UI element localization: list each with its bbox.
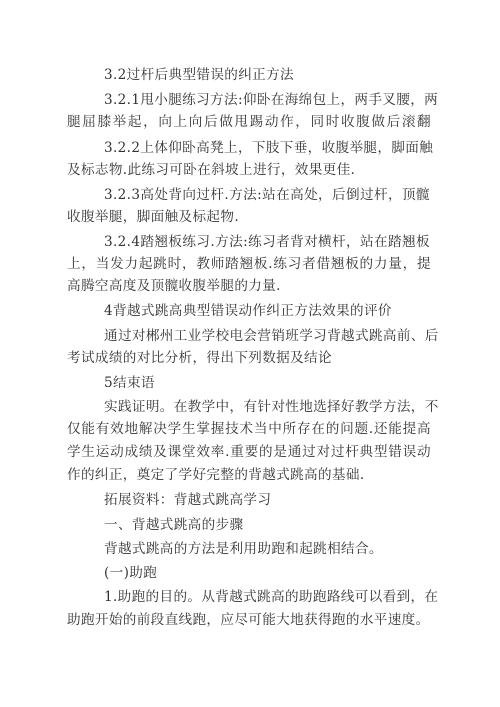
paragraph-line: 作的纠正，奠定了学好完整的背越式跳高的基础. <box>67 467 365 483</box>
paragraph-line: 助跑开始的前段直线跑，应尽可能大地获得跑的水平速度。 <box>67 612 430 628</box>
paragraph-line: 3.2.1甩小腿练习方法:仰卧在海绵包上，两手叉腰，两 <box>104 92 439 108</box>
paragraph-line: 上，当发力起跳时，教师踏翘板.练习者借翘板的力量，提 <box>67 256 431 272</box>
paragraph-line: 背越式跳高的方法是利用助跑和起跳相结合。 <box>104 541 383 557</box>
paragraph-line: 仅能有效地解决学生掌握技术当中所存在的问题.还能提高 <box>67 421 431 437</box>
paragraph-line: 学生运动成绩及课堂效率.重要的是通过对过杆典型错误动 <box>67 444 431 460</box>
extended-reading-heading: 拓展资料：背越式跳高学习 <box>104 492 272 508</box>
paragraph-line: 3.2.4踏翘板练习.方法:练习者背对横杆，站在踏翘板 <box>104 234 430 250</box>
paragraph-line: 实践证明。在教学中，有针对性地选择好教学方法，不 <box>104 399 439 415</box>
section-heading-4: 4背越式跳高典型错误动作纠正方法效果的评价 <box>104 303 392 319</box>
subsection-heading: 一、背越式跳高的步骤 <box>104 517 244 533</box>
paragraph-line: 1.助跑的目的。从背越式跳高的助跑路线可以看到，在 <box>104 589 439 605</box>
section-heading-3-2: 3.2过杆后典型错误的纠正方法 <box>104 67 294 83</box>
paragraph-line: 高腾空高度及顶髋收腹举腿的力量. <box>67 278 281 294</box>
paragraph-line: 3.2.2上体仰卧高凳上，下肢下垂，收腹举腿，脚面触 <box>104 140 434 156</box>
subsection-heading: (一)助跑 <box>104 565 158 581</box>
paragraph-line: 3.2.3高处背向过杆.方法:站在高处，后倒过杆，顶髋 <box>104 187 430 203</box>
paragraph-line: 收腹举腿，脚面触及标起物. <box>67 209 239 225</box>
section-heading-5: 5结束语 <box>104 375 155 391</box>
paragraph-line: 及标志物.此练习可卧在斜坡上进行，效果更佳. <box>67 162 356 178</box>
paragraph-line: 腿屈膝举起，向上向后做甩踢动作，同时收腹做后滚翻 <box>67 114 431 130</box>
paragraph-line: 考试成绩的对比分析，得出下列数据及结论 <box>67 350 332 366</box>
paragraph-line: 通过对郴州工业学校电会营销班学习背越式跳高前、后 <box>104 328 439 344</box>
